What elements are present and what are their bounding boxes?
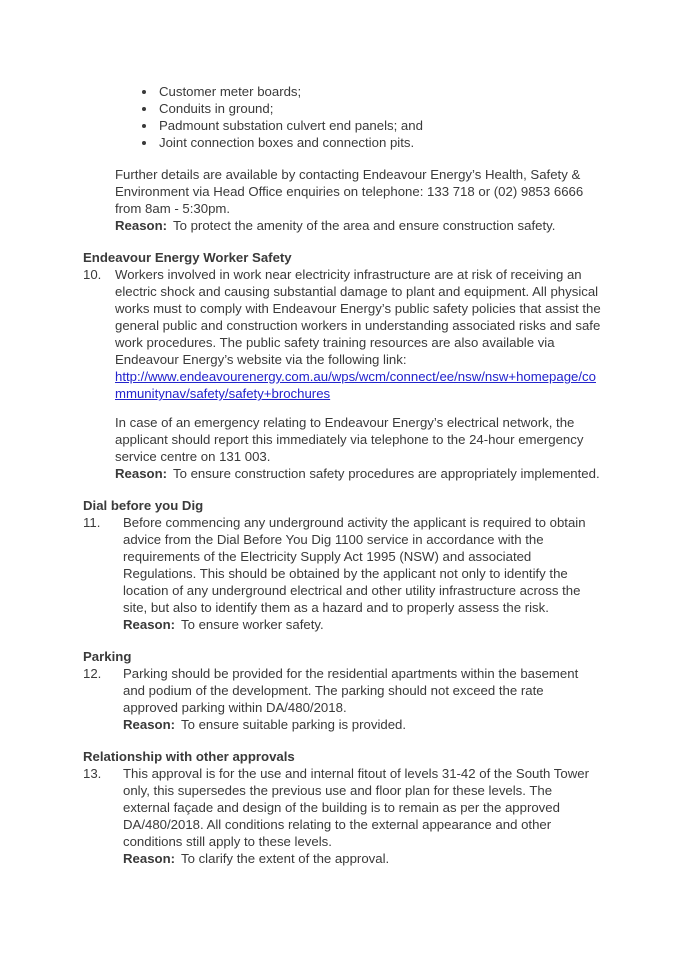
bullet-item: • Padmount substation culvert end panels; and	[157, 117, 602, 134]
item-body	[115, 266, 602, 482]
section-heading: Parking	[83, 649, 132, 664]
item-number: 10.	[83, 267, 102, 282]
reason-label: Reason:	[123, 617, 176, 632]
item-body	[123, 765, 602, 867]
reason-row	[115, 465, 602, 482]
paragraph-further-details: Further details are available by contacting Endeavour Energy’s Health, Safety & Environment via Head Office enquiries on telephone: 133 718 or (02) 9853 6666 from 8am - 5:30pm.	[115, 167, 584, 216]
reason-row	[123, 616, 602, 633]
reason-text: To ensure worker safety.	[181, 617, 324, 632]
reason-row	[123, 850, 602, 867]
paragraph: In case of an emergency relating to Endeavour Energy’s electrical network, the applicant should report this immediately via telephone to the 24-hour emergency service centre on 131 003.	[115, 415, 584, 464]
paragraph: Before commencing any underground activity the applicant is required to obtain advice from the Dial Before You Dig 1100 service in accordance with the requirements of the Electricity Supply Act 1995 (NSW) and associated Regulations. This should be obtained by the applicant not only to identify the location of any underground electrical and other utility infrastructure across the site, but also to identify them as a hazard and to properly assess the risk.	[123, 515, 586, 615]
item-body	[123, 665, 602, 733]
condition-item	[83, 266, 602, 482]
paragraph: Workers involved in work near electricity infrastructure are at risk of receiving an electric shock and causing substantial damage to plant and equipment. All physical works must to comply with Endeavour Energy’s public safety policies that assist the general public and construction workers in understanding associated risks and safe work procedures. The public safety training resources are also available via Endeavour Energy’s website via the following link:	[115, 267, 601, 367]
reason-text: To ensure suitable parking is provided.	[181, 717, 407, 732]
reason-label: Reason:	[123, 717, 176, 732]
condition-item	[83, 514, 602, 633]
bullet-item: • Customer meter boards;	[157, 83, 602, 100]
section-heading: Relationship with other approvals	[83, 749, 295, 764]
section-heading: Endeavour Energy Worker Safety	[83, 250, 292, 265]
reason-row	[123, 716, 602, 733]
bullet-list	[83, 83, 602, 151]
paragraph: This approval is for the use and internal fitout of levels 31-42 of the South Tower only, this supersedes the previous use and floor plan for these levels. The external façade and design of the building is to remain as per the approved DA/480/2018. All conditions relating to the external appearance and other conditions still apply to these levels.	[123, 766, 589, 849]
section-heading: Dial before you Dig	[83, 498, 204, 513]
paragraph: Parking should be provided for the residential apartments within the basement and podium of the development. The parking should not exceed the rate approved parking within DA/480/2018.	[123, 666, 579, 715]
safety-brochures-link[interactable]: http://www.endeavourenergy.com.au/wps/wcm/connect/ee/nsw/nsw+homepage/communitynav/safety/safety+brochures	[115, 369, 596, 401]
reason-label: Reason:	[123, 851, 176, 866]
section-dial-before-you-dig	[83, 497, 602, 633]
section-parking	[83, 648, 602, 733]
bullet-item: • Joint connection boxes and connection pits.	[157, 134, 602, 151]
reason-text: To clarify the extent of the approval.	[181, 851, 390, 866]
item-number: 11.	[83, 515, 101, 530]
item-number: 13.	[83, 766, 102, 781]
condition-item	[83, 765, 602, 867]
section-relationship-other-approvals	[83, 748, 602, 867]
section-worker-safety	[83, 249, 602, 482]
reason-row	[115, 217, 602, 234]
item-number: 12.	[83, 666, 102, 681]
bullet-item: • Conduits in ground;	[157, 100, 602, 117]
item-body	[123, 514, 602, 633]
reason-text: To ensure construction safety procedures are appropriately implemented.	[173, 466, 600, 481]
reason-label: Reason:	[115, 466, 168, 481]
reason-label: Reason:	[115, 218, 168, 233]
condition-item	[83, 665, 602, 733]
reason-text: To protect the amenity of the area and ensure construction safety.	[173, 218, 556, 233]
